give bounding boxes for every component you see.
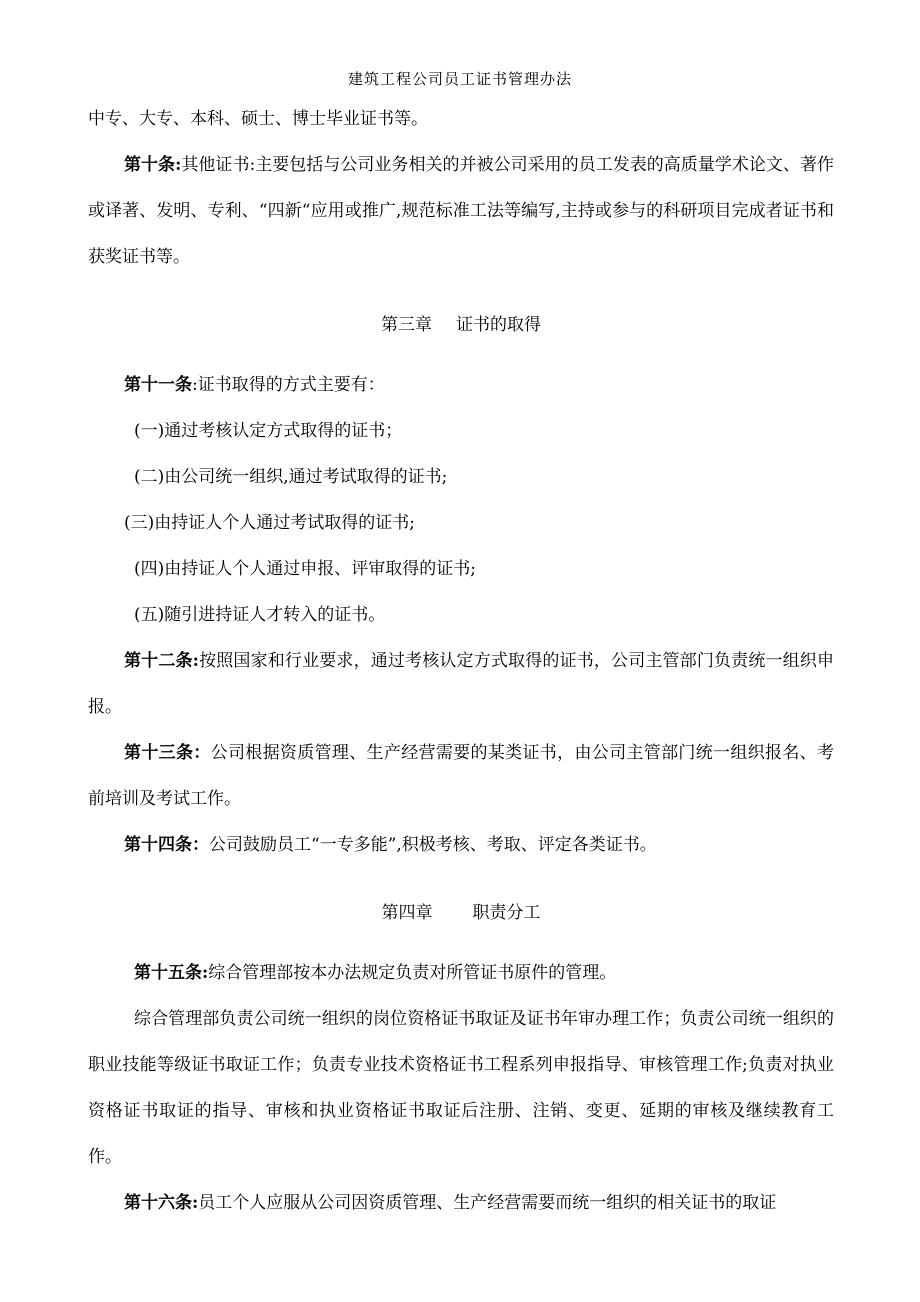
running-header: 建筑工程公司员工证书管理办法 <box>347 70 572 88</box>
article-11 <box>88 362 834 408</box>
article-16-label: 第十六条: <box>124 1193 199 1213</box>
list-item-4: (四)由持证人个人通过申报、评审取得的证书; <box>134 559 476 579</box>
article-15-text: 综合管理部按本办法规定负责对所管证书原件的管理。 <box>208 963 617 983</box>
chapter-3-title: 证书的取得 <box>456 315 541 335</box>
list-item-1: (一)通过考核认定方式取得的证书； <box>134 421 403 441</box>
chapter-4-title: 职责分工 <box>472 903 541 923</box>
article-10-label: 第十条: <box>124 155 182 175</box>
chapter-3-heading <box>88 302 834 348</box>
article-10-text: 其他证书:主要包括与公司业务相关的并被公司采用的员工发表的高质量学术论文、著作或译著、发明、专利、“四新“应用或推广,规范标准工法等编写,主持或参与的科研项目完成者证书和获奖证书等。 <box>88 155 834 267</box>
paragraph-duties: 综合管理部负责公司统一组织的岗位资格证书取证及证书年审办理工作；负责公司统一组织的职业技能等级证书取证工作；负责专业技术资格证书工程系列申报指导、审核管理工作;负责对执业资格证书取证的指导、审核和执业资格证书取证后注册、注销、变更、延期的审核及继续教育工作。 <box>88 1009 834 1167</box>
document-body <box>88 96 834 1226</box>
article-16 <box>88 1180 834 1226</box>
article-13-label: 第十三条： <box>124 743 211 763</box>
article-12-label: 第十二条: <box>124 651 199 671</box>
article-12 <box>88 638 834 730</box>
article-14 <box>88 822 834 868</box>
list-item-5: (五)随引进持证人才转入的证书。 <box>134 605 386 625</box>
list-item-2: (二)由公司统一组织,通过考试取得的证书; <box>134 467 448 487</box>
article-11-text: :证书取得的方式主要有： <box>192 375 385 395</box>
article-13-text: 公司根据资质管理、生产经营需要的某类证书，由公司主管部门统一组织报名、考前培训及考试工作。 <box>88 743 834 809</box>
chapter-4-heading <box>88 890 834 936</box>
article-13 <box>88 730 834 822</box>
article-14-label: 第十四条： <box>124 835 209 855</box>
article-11-label: 第十一条 <box>124 375 192 395</box>
article-12-text: 按照国家和行业要求，通过考核认定方式取得的证书，公司主管部门负责统一组织申报。 <box>88 651 834 717</box>
article-15-label: 第十五条: <box>134 963 209 983</box>
chapter-3-number: 第三章 <box>381 315 432 335</box>
paragraph-continued: 中专、大专、本科、硕士、博士毕业证书等。 <box>88 109 428 129</box>
article-16-text: 员工个人应服从公司因资质管理、生产经营需要而统一组织的相关证书的取证 <box>198 1193 777 1213</box>
chapter-4-number: 第四章 <box>381 903 433 923</box>
article-14-text: 公司鼓励员工“一专多能”,积极考核、考取、评定各类证书。 <box>209 835 657 855</box>
list-item-3: (三)由持证人个人通过考试取得的证书; <box>124 513 415 533</box>
article-10 <box>88 142 834 280</box>
article-15 <box>88 950 834 996</box>
